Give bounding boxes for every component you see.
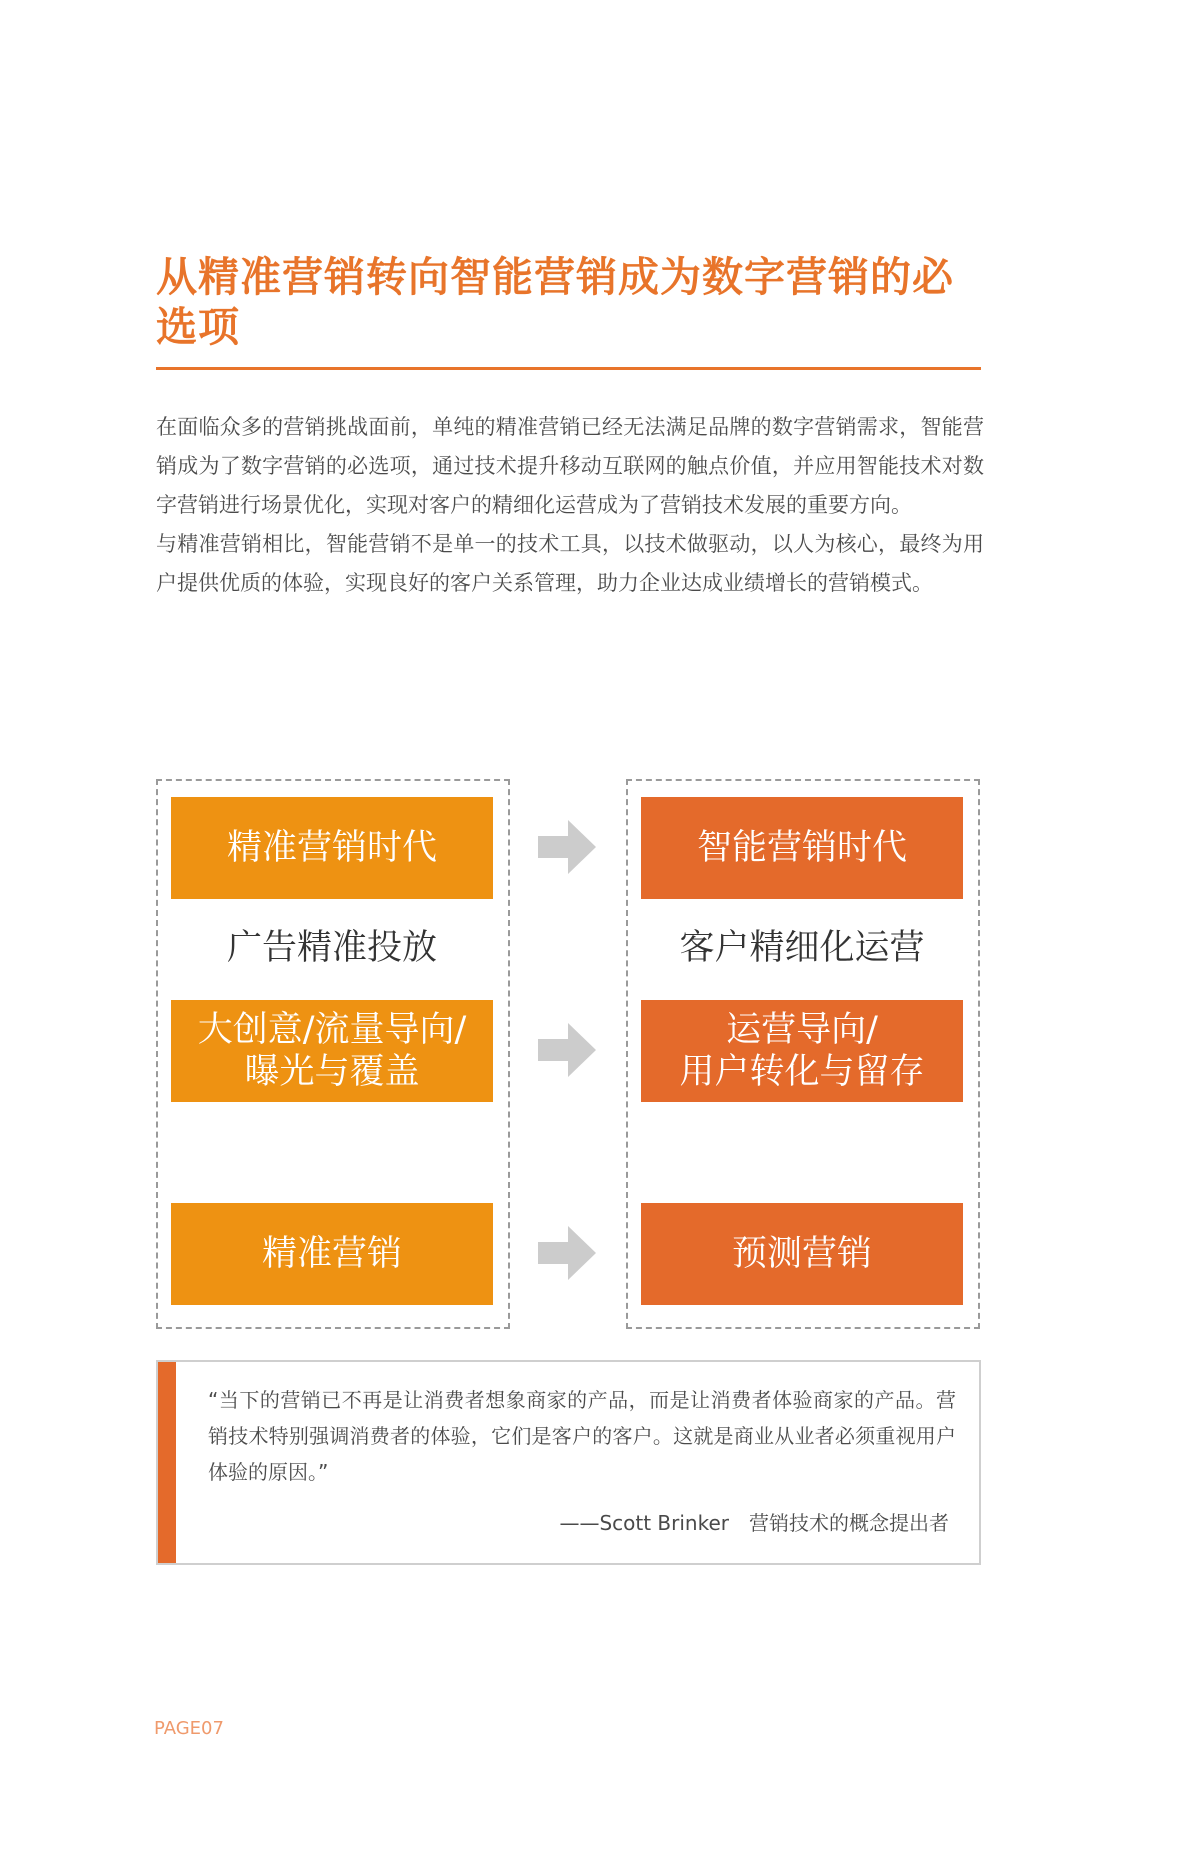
title-divider	[156, 367, 981, 370]
precision-item-marketing-label: 精准营销	[261, 1234, 402, 1274]
intelligent-era-header	[641, 797, 963, 899]
page-number: PAGE07	[154, 1718, 224, 1739]
precision-item-marketing	[171, 1203, 493, 1305]
page-title: 从精准营销转向智能营销成为数字营销的必选项	[156, 253, 954, 351]
precision-era-label: 精准营销时代	[226, 828, 437, 868]
intelligent-item-predictive	[641, 1203, 963, 1305]
precision-subtitle: 广告精准投放	[226, 928, 437, 968]
arrow-right-icon	[538, 1226, 598, 1280]
precision-item-traffic-label: 大创意/流量导向/ 曝光与覆盖	[197, 1010, 467, 1092]
arrow-right-icon	[538, 820, 598, 874]
intelligent-subtitle: 客户精细化运营	[679, 928, 925, 968]
quote-attribution: ——Scott Brinker 营销技术的概念提出者	[559, 1511, 949, 1535]
arrow-right-icon	[538, 1023, 598, 1077]
body-paragraph: 在面临众多的营销挑战面前，单纯的精准营销已经无法满足品牌的数字营销需求，智能营销成为了数字营销的必选项，通过技术提升移动互联网的触点价值，并应用智能技术对数字营销进行场景优化，实现对客户的精细化运营成为了营销技术发展的重要方向。	[156, 415, 984, 517]
intelligent-item-predictive-label: 预测营销	[731, 1234, 872, 1274]
body-text	[156, 408, 984, 603]
intelligent-era-label: 智能营销时代	[696, 828, 907, 868]
quote-text: “当下的营销已不再是让消费者想象商家的产品，而是让消费者体验商家的产品。营销技术特别强调消费者的体验，它们是客户的客户。这就是商业从业者必须重视用户体验的原因。”	[208, 1388, 956, 1484]
quote-accent-bar	[158, 1362, 176, 1563]
precision-era-header	[171, 797, 493, 899]
intelligent-item-operation	[641, 1000, 963, 1102]
intelligent-item-operation-label: 运营导向/ 用户转化与留存	[679, 1010, 925, 1092]
body-paragraph: 与精准营销相比，智能营销不是单一的技术工具，以技术做驱动，以人为核心，最终为用户提供优质的体验，实现良好的客户关系管理，助力企业达成业绩增长的营销模式。	[156, 532, 984, 595]
precision-item-traffic	[171, 1000, 493, 1102]
quote-box	[156, 1360, 981, 1565]
